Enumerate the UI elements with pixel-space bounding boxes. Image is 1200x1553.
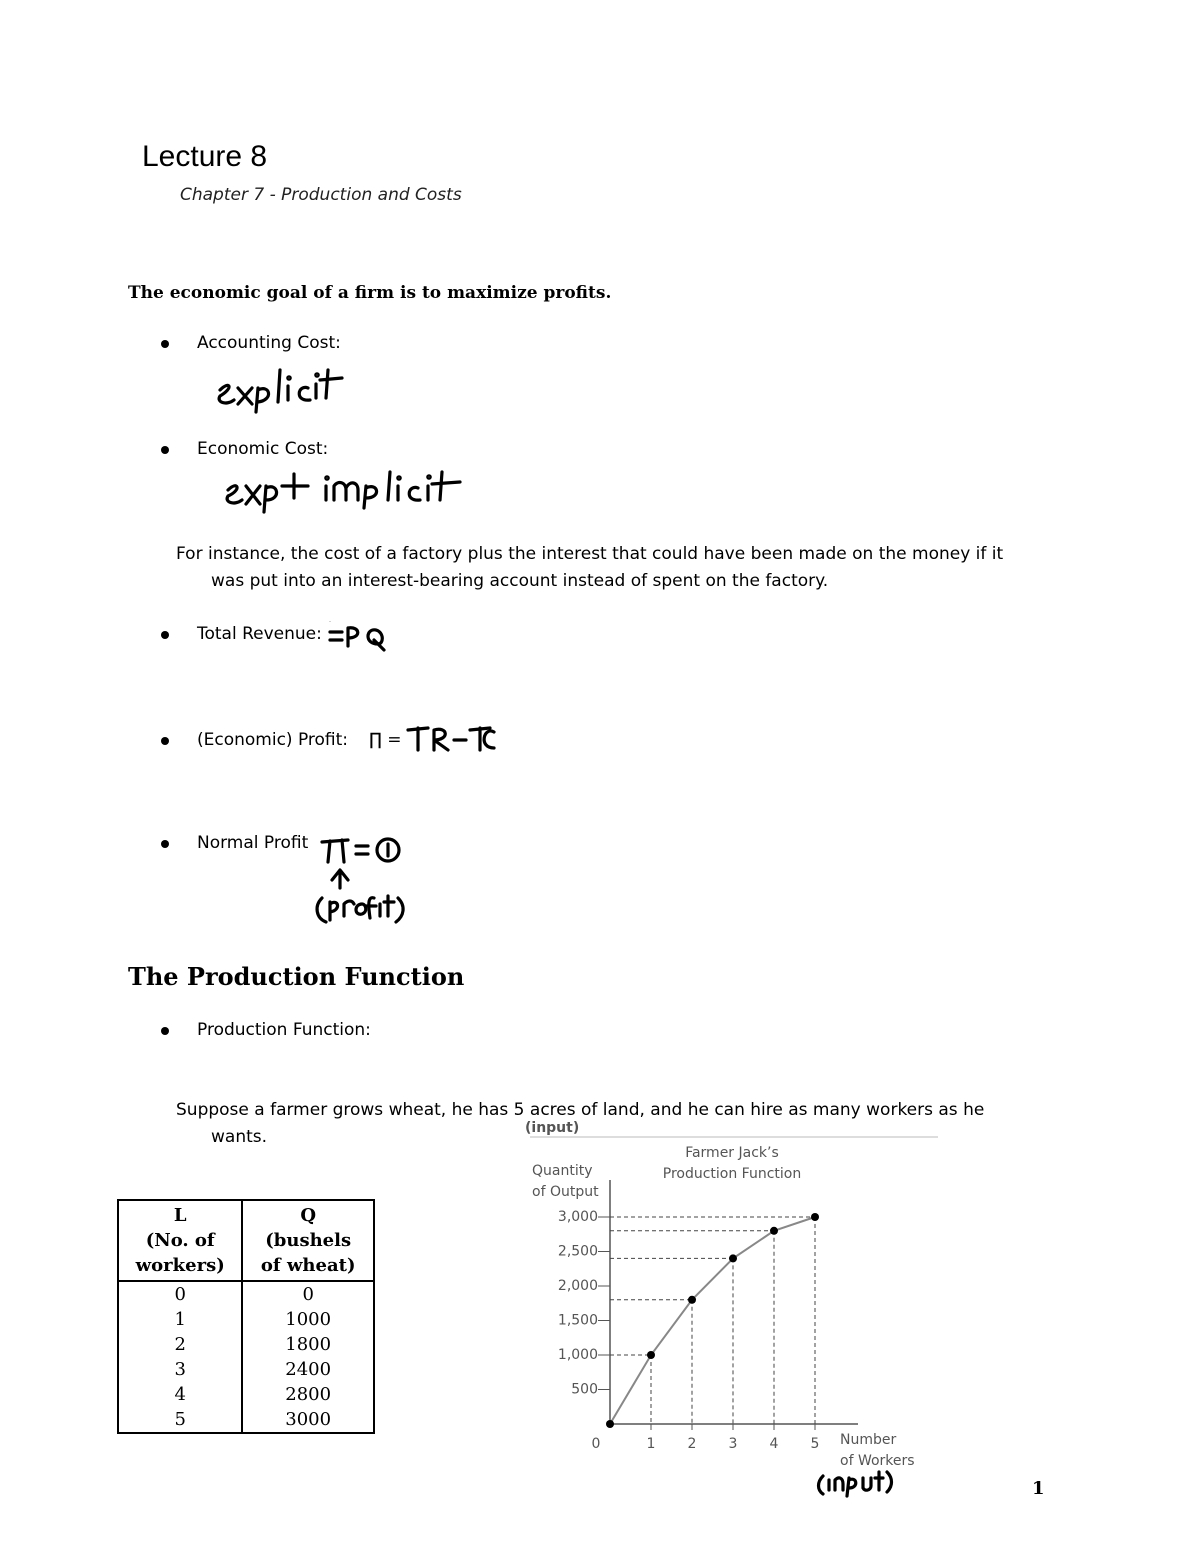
up-arrow-icon: [332, 870, 348, 888]
data-point: [811, 1213, 819, 1221]
example-line-1: For instance, the cost of a factory plus the interest that could have been made on the money if it: [176, 544, 1004, 564]
accounting-cost-label: Accounting Cost:: [197, 333, 341, 353]
data-point: [606, 1420, 614, 1428]
page-title: Lecture 8: [142, 140, 268, 173]
x-tick-label: 4: [769, 1436, 779, 1452]
total-revenue-note-text: = PQ: [328, 622, 331, 623]
handwritten-explicit: [212, 362, 362, 412]
total-revenue-label: Total Revenue:: [197, 624, 322, 644]
suppose-line-2: wants.: [211, 1127, 268, 1147]
handwritten-pi-equals-zero: [318, 834, 408, 929]
x-tick-label: 3: [728, 1436, 738, 1452]
bullet-dot: [161, 340, 169, 348]
bullet-dot: [161, 1027, 169, 1035]
data-point: [770, 1227, 778, 1235]
chapter-subtitle: Chapter 7 - Production and Costs: [180, 185, 462, 205]
y-tick-label: 3,000: [557, 1209, 598, 1225]
chart-title-line-1: Farmer Jack’s: [685, 1145, 779, 1161]
economic-profit-label: (Economic) Profit:: [197, 730, 349, 750]
handwritten-tr-tc: [406, 724, 501, 754]
table-row: 3 2400: [118, 1357, 374, 1382]
example-line-2: was put into an interest-bearing account instead of spent on the factory.: [211, 571, 829, 591]
production-table: [117, 1199, 375, 1434]
x-axis-label-line-2: of Workers: [840, 1453, 915, 1469]
bullet-dot: [161, 446, 169, 454]
table-row: 0 0: [118, 1281, 374, 1307]
x-tick-label: 2: [687, 1436, 697, 1452]
data-point: [688, 1296, 696, 1304]
table-header-quantity: Q (bushels of wheat): [242, 1200, 374, 1281]
bullet-dot: [161, 631, 169, 639]
production-line: [610, 1217, 815, 1424]
page-number: 1: [1032, 1478, 1045, 1499]
profit-symbol: ∏ =: [369, 730, 402, 750]
y-tick-label: 500: [571, 1381, 598, 1398]
y-tick-label: 1,500: [557, 1312, 598, 1329]
y-axis-label-line-1: Quantity: [532, 1163, 593, 1179]
y-axis-label-line-2: of Output: [532, 1184, 599, 1200]
production-function-chart: [525, 1120, 945, 1492]
y-tick-label: 1,000: [557, 1347, 598, 1363]
x-tick-label: 5: [810, 1436, 820, 1452]
y-tick-label: 2,000: [557, 1278, 598, 1294]
table-row: 2 1800: [118, 1332, 374, 1357]
data-point: [647, 1351, 655, 1359]
table-row: 1 1000: [118, 1307, 374, 1332]
normal-profit-label: Normal Profit: [197, 833, 309, 853]
x-tick-label: 0: [591, 1436, 601, 1452]
intro-goal: The economic goal of a firm is to maximize profits.: [128, 283, 612, 303]
bullet-dot: [161, 840, 169, 848]
handwritten-pq: [328, 622, 398, 652]
table-row: 4 2800: [118, 1382, 374, 1407]
x-note-text: (input): [525, 1120, 580, 1136]
economic-cost-label: Economic Cost:: [197, 439, 329, 459]
production-function-label: Production Function:: [197, 1020, 371, 1040]
bullet-dot: [161, 737, 169, 745]
suppose-line-1: Suppose a farmer grows wheat, he has 5 acres of land, and he can hire as many workers as he: [176, 1100, 985, 1120]
x-axis-label-line-1: Number: [840, 1432, 897, 1448]
chart-title-line-2: Production Function: [662, 1166, 802, 1182]
table-header-labor: L (No. of workers): [118, 1200, 242, 1281]
section-heading: The Production Function: [128, 962, 465, 991]
data-point: [729, 1254, 737, 1262]
handwritten-exp-implicit: [222, 468, 472, 513]
x-tick-label: 1: [646, 1436, 656, 1452]
table-row: 5 3000: [118, 1407, 374, 1433]
y-tick-label: 2,500: [557, 1243, 598, 1260]
